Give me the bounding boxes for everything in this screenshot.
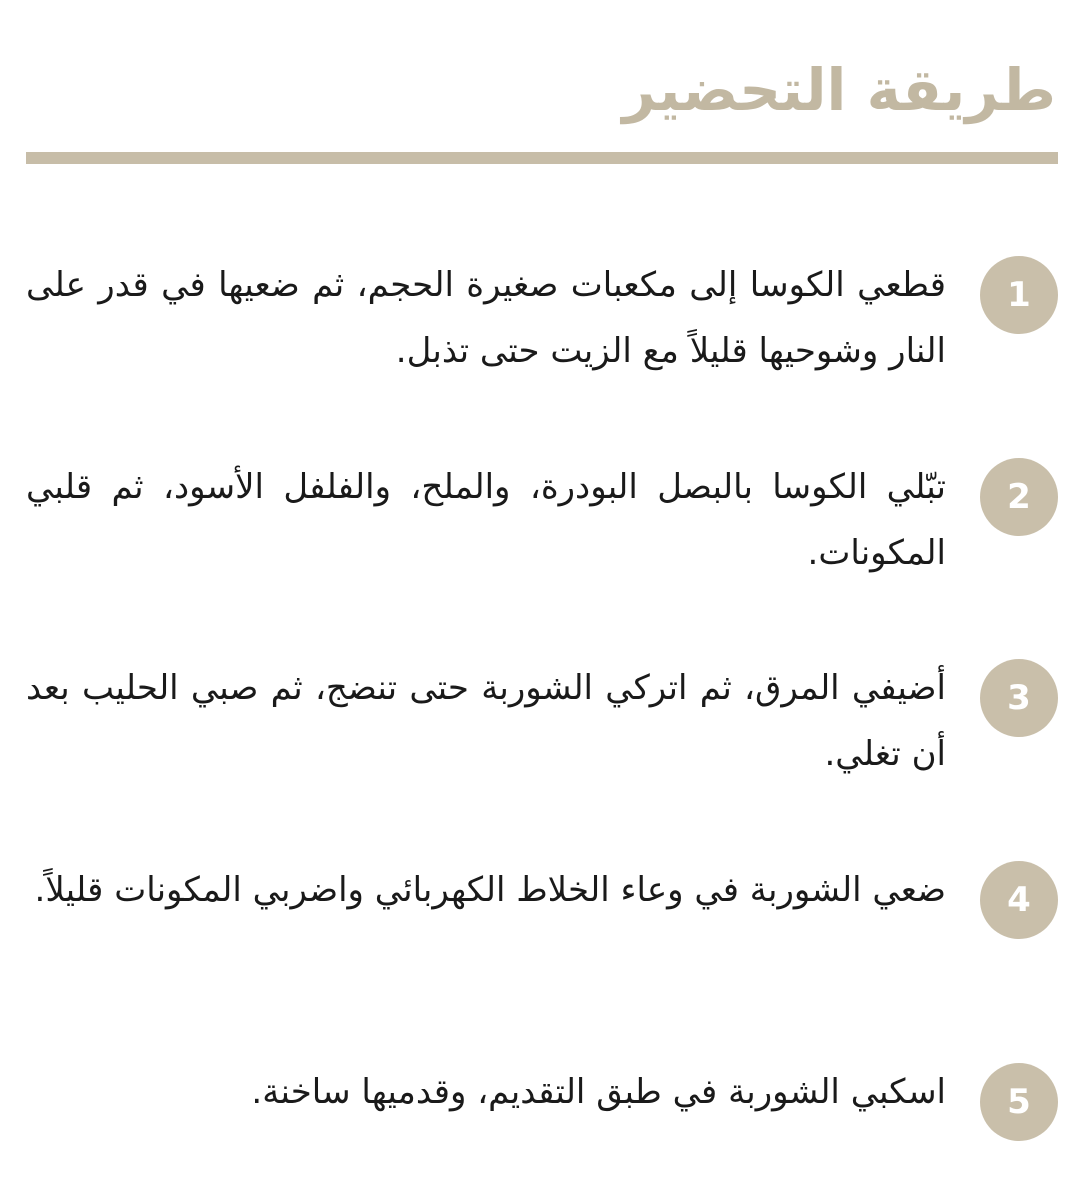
- page-title: طريقة التحضير: [622, 56, 1056, 124]
- step-number-badge: 2: [980, 458, 1058, 536]
- step-text: تبّلي الكوسا بالبصل البودرة، والملح، والفلفل الأسود، ثم قلبي المكونات.: [26, 467, 946, 573]
- step-item-2: [26, 454, 1058, 586]
- step-text: قطعي الكوسا إلى مكعبات صغيرة الحجم، ثم ضعيها في قدر على النار وشوحيها قليلاً مع الزيت حتى تذبل.: [26, 265, 946, 371]
- step-text: أضيفي المرق، ثم اتركي الشوربة حتى تنضج، ثم صبي الحليب بعد أن تغلي.: [26, 668, 946, 774]
- title-divider: [26, 152, 1058, 164]
- step-item-3: [26, 655, 1058, 787]
- step-number-badge: 1: [980, 256, 1058, 334]
- step-text: ضعي الشوربة في وعاء الخلاط الكهربائي واضربي المكونات قليلاً.: [34, 870, 946, 910]
- step-number-badge: 4: [980, 861, 1058, 939]
- step-item-4: [26, 857, 1058, 939]
- step-number-badge: 3: [980, 659, 1058, 737]
- step-number-badge: 5: [980, 1063, 1058, 1141]
- step-text: اسكبي الشوربة في طبق التقديم، وقدميها ساخنة.: [251, 1072, 946, 1112]
- step-item-5: [26, 1059, 1058, 1141]
- step-item-1: [26, 252, 1058, 384]
